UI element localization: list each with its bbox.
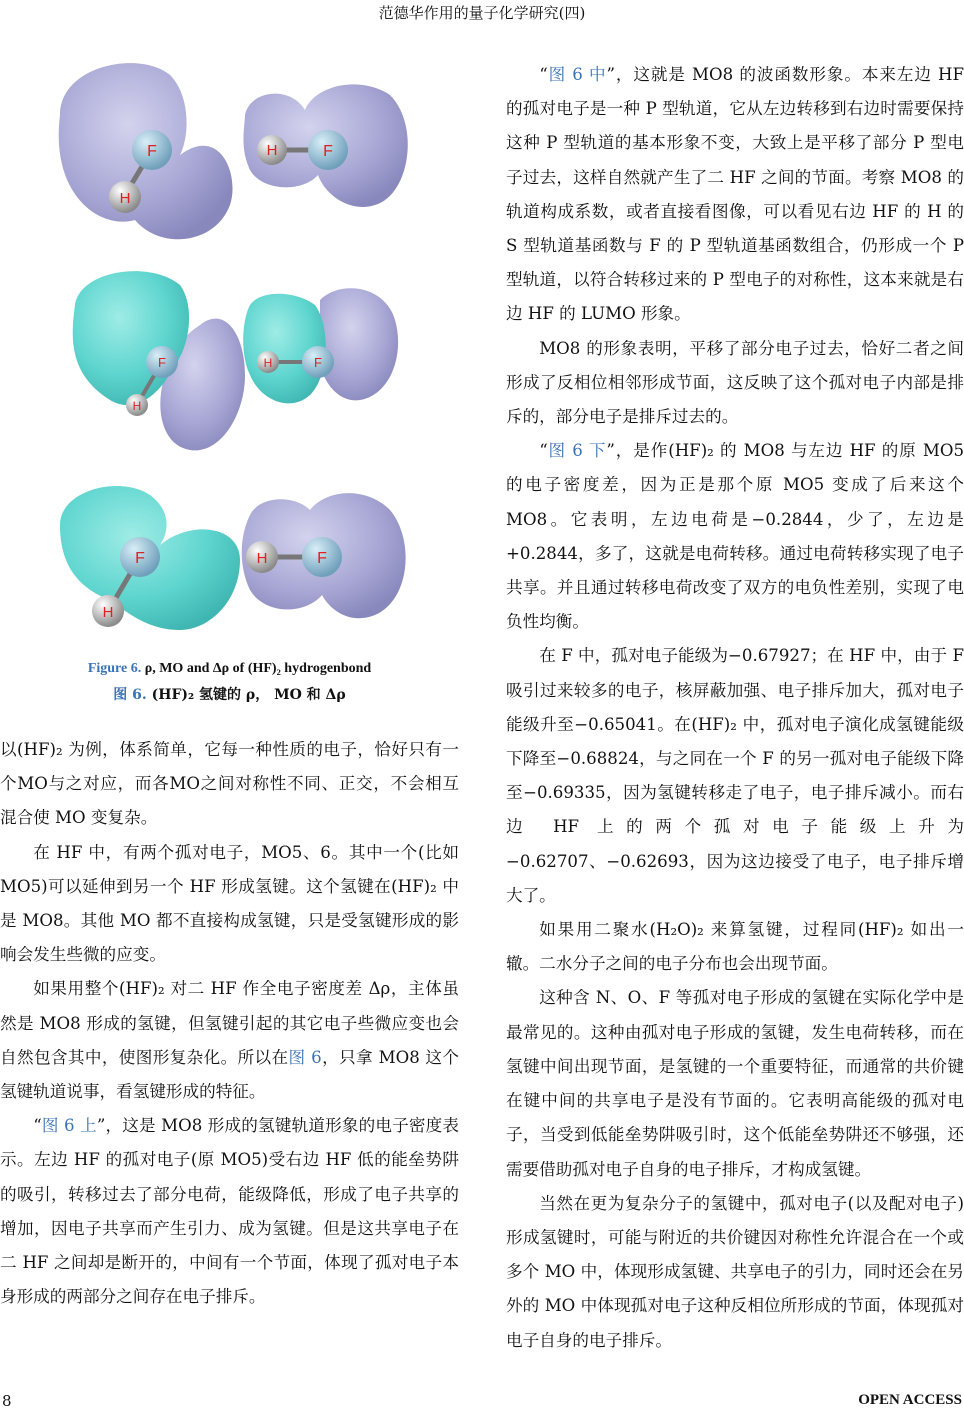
panel-bottom xyxy=(60,486,406,630)
left-column xyxy=(0,733,459,1314)
paragraph: 当然在更为复杂分子的氢键中，孤对电子(以及配对电子)形成氢键时，可能与附近的共价键因对称性允许混合在一个或多个 MO 中，体现形成氢键、共享电子的引力，同时还会在另外的 MO 中体现孤对电子这种反相位所形成的节面，体现孤对电子自身的电子排斥。 xyxy=(506,1193,964,1350)
figure-label-zh: 图 6. xyxy=(113,687,147,703)
atom-f-label: F xyxy=(317,550,327,567)
atom-h-label: H xyxy=(263,356,273,370)
paragraph-text: ”，这是 MO8 形成的氢键轨道形象的电子密度表示。左边 HF 的孤对电子(原 MO5)受右边 HF 低的能垒势阱的吸引，转移过去了部分电荷，能级降低，形成了电子共享的增加，因电子共享而产生引力、成为氢键。但是这共享电子在二 HF 之间却是断开的，中间有一个节面，体现了孤对电子本身形成的两部分之间存在电子排斥。 xyxy=(0,1116,460,1307)
paragraph-text: “ xyxy=(539,441,548,461)
paragraph: 在 F 中，孤对电子能级为−0.67927；在 HF 中，由于 F 吸引过来较多的电子，核屏蔽加强、电子排斥加大，孤对电子能级升至−0.65041。在(HF)₂ 中，孤对电子演化成氢键能级下降至−0.68824，与之同在一个 F 的另一孤对电子能级下降至−0.69335，因为氢键转移走了电子，电子排斥减小。而右边 HF 上的两个孤对电子能级上升为−0.62707、−0.62693，因为这边接受了电子，电子排斥增大了。 xyxy=(506,646,964,905)
panel-middle xyxy=(73,271,398,450)
paragraph: 以(HF)₂ 为例，体系简单，它每一种性质的电子，恰好只有一个MO与之对应，而各MO之间对称性不同、正交，不会相互混合使 MO 变复杂。 xyxy=(0,740,459,828)
paragraph xyxy=(506,434,964,639)
figure-caption-en-text: ρ, MO and Δρ of (HF)₂ hydrogenbond xyxy=(144,661,372,676)
paragraph xyxy=(0,1109,459,1314)
figure-label-en: Figure 6. xyxy=(87,661,142,676)
paragraph: 如果用二聚水(H₂O)₂ 来算氢键，过程同(HF)₂ 如出一辙。二水分子之间的电子分布也会出现节面。 xyxy=(506,920,964,974)
figure-link[interactable]: 图 6 上 xyxy=(41,1116,97,1136)
paragraph-text: ”，这就是 MO8 的波函数形象。本来左边 HF 的孤对电子是一种 P 型轨道，它从左边转移到右边时需要保持这种 P 型轨道的基本形象不变，大致上是平移了部分 P 型电子过去，这样自然就产生了二 HF 之间的节面。考察 MO8 的轨道构成系数，或者直接看图像，可以看见右边 HF 的 H 的 S 型轨道基函数与 F 的 P 型轨道基函数组合，仍形成一个 P 型轨道，以符合转移过来的 P 型电子的对称性，这本来就是右边 HF 的 LUMO 形象。 xyxy=(506,65,964,324)
open-access-label: OPEN ACCESS xyxy=(858,1392,962,1408)
page-number: 8 xyxy=(2,1392,12,1410)
atom-h-label: H xyxy=(256,550,268,567)
figure-caption-zh xyxy=(0,684,459,704)
paragraph: MO8 的形象表明，平移了部分电子过去，恰好二者之间形成了反相位相邻形成节面，这反映了这个孤对电子内部是排斥的，部分电子是排斥过去的。 xyxy=(506,338,964,427)
panel-top xyxy=(59,63,408,239)
figure-caption-zh-text: (HF)₂ 氢键的 ρ， MO 和 Δρ xyxy=(151,687,346,703)
atom-h-label: H xyxy=(102,604,114,621)
atom-f-label: F xyxy=(135,550,145,567)
running-header: 范德华作用的量子化学研究(四) xyxy=(378,4,586,22)
paragraph xyxy=(0,972,459,1109)
atom-h-label: H xyxy=(266,142,278,159)
atom-f-label: F xyxy=(323,143,333,160)
paragraph-text: ”，是作(HF)₂ 的 MO8 与左边 HF 的原 MO5 的电子密度差，因为正是那个原 MO5 变成了后来这个 MO8。它表明，左边电荷是−0.2844，少了，左边是+0.2844，多了，这就是电荷转移。通过电荷转移实现了电子共享。并且通过转移电荷改变了双方的电负性差别，实现了电负性均衡。 xyxy=(506,441,964,632)
orbital-illustration xyxy=(40,55,420,655)
paragraph-text: “ xyxy=(33,1116,42,1136)
paragraph xyxy=(506,58,964,332)
paragraph-text: “ xyxy=(539,65,548,84)
paragraph-text: 如果用整个(HF)₂ 对二 HF 作全电子密度差 Δρ，主体虽然是 MO8 形成的氢键，但氢键引起的其它电子些微应变也会自然包含其中，使图形复杂化。所以在 xyxy=(0,979,459,1067)
atom-h-label: H xyxy=(119,190,131,207)
paragraph: 这种含 N、O、F 等孤对电子形成的氢键在实际化学中是最常见的。这种由孤对电子形成的氢键，发生电荷转移，而在氢键中间出现节面，是氢键的一个重要特征，而通常的共价键在键中间的共享电子是没有节面的。它表明高能级的孤对电子，当受到低能垒势阱吸引时，这个低能垒势阱还不够强，还需要借助孤对电子自身的电子排斥，才构成氢键。 xyxy=(506,988,964,1179)
figure-6-image xyxy=(40,55,420,655)
atom-f-label: F xyxy=(158,355,166,370)
figure-link[interactable]: 图 6 中 xyxy=(547,65,607,84)
atom-f-label: F xyxy=(147,143,157,160)
atom-h-label: H xyxy=(132,399,142,413)
paragraph: 在 HF 中，有两个孤对电子，MO5、6。其中一个(比如 MO5)可以延伸到另一个 HF 形成氢键。这个氢键在(HF)₂ 中是 MO8。其他 MO 都不直接构成氢键，只是受氢键形成的影响会发生些微的应变。 xyxy=(0,842,459,965)
right-column xyxy=(506,58,964,1358)
figure-caption-en xyxy=(0,661,459,677)
atom-f-label: F xyxy=(314,355,322,370)
figure-link[interactable]: 图 6 下 xyxy=(547,441,607,461)
paragraph-text: ，只拿 MO8 这个氢键轨道说事，看氢键形成的特征。 xyxy=(0,1047,459,1102)
figure-link[interactable]: 图 6 xyxy=(288,1047,322,1067)
